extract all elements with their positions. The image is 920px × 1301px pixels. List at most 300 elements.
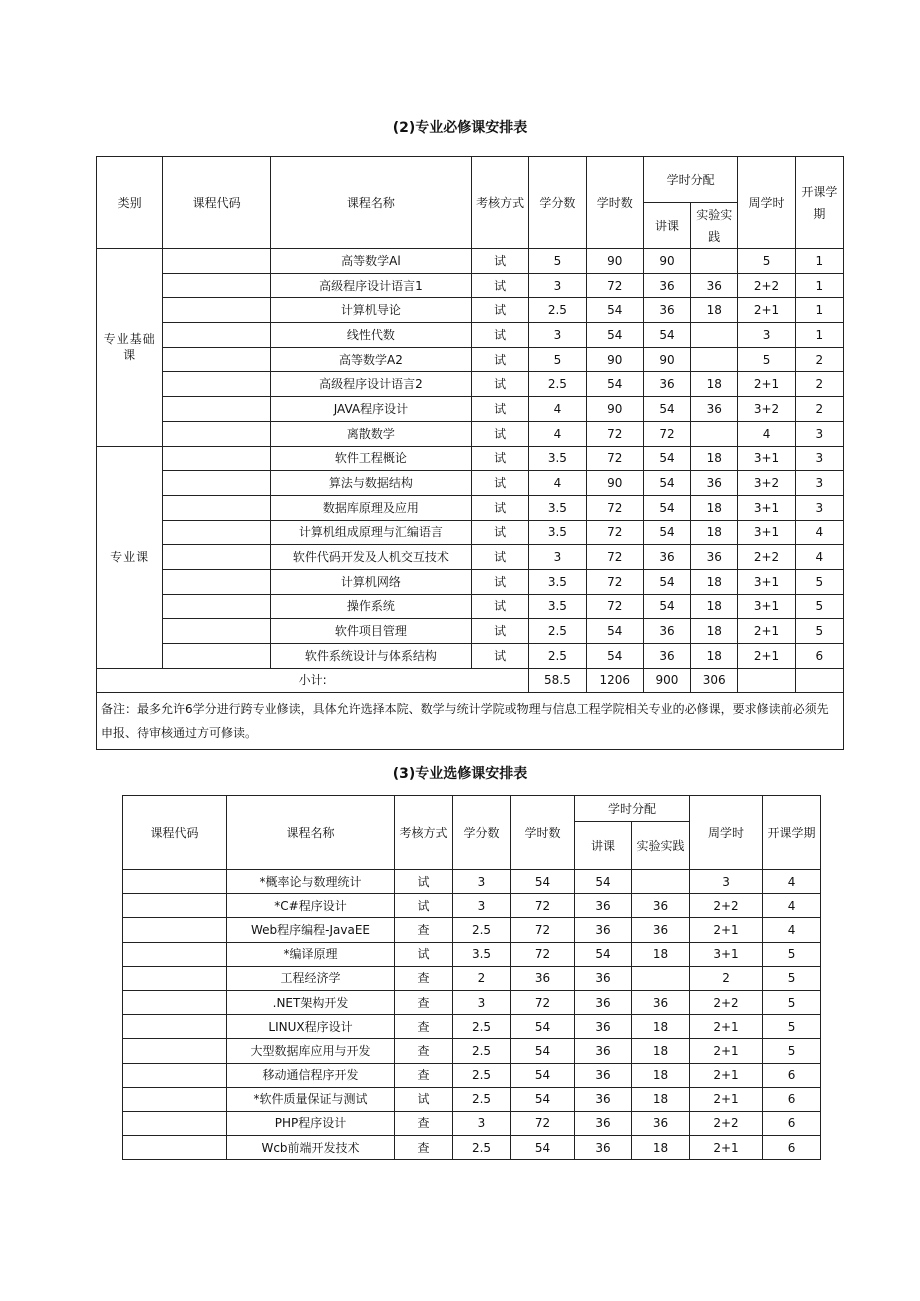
cell-lecture: 36 [575,894,632,918]
cell-weekly: 5 [738,347,795,372]
cell-practice: 18 [632,1087,690,1111]
cell-exam: 试 [471,545,528,570]
cell-name: Wcb前端开发技术 [227,1136,395,1160]
cell-practice: 18 [691,372,738,397]
cell-hours: 72 [586,594,643,619]
cell-name: *概率论与数理统计 [227,870,395,894]
cell-semester: 5 [795,619,843,644]
cell-code [163,495,271,520]
cell-credits: 2 [453,966,511,990]
cell-exam: 试 [471,644,528,669]
cell-name: 离散数学 [270,421,471,446]
cell-lecture: 36 [643,619,690,644]
cell-credits: 2.5 [453,1136,511,1160]
table-row [97,323,844,348]
cell-semester: 4 [795,520,843,545]
cell-exam: 试 [471,372,528,397]
header-practice: 实验实践 [691,203,738,249]
cell-name: Web程序编程-JavaEE [227,918,395,942]
cell-name: 操作系统 [270,594,471,619]
cell-hours: 54 [511,1063,575,1087]
table-row [123,990,821,1014]
cell-exam: 试 [471,323,528,348]
table-row [97,644,844,669]
cell-lecture: 54 [643,569,690,594]
table-row [97,372,844,397]
cell-exam: 查 [395,1063,453,1087]
cell-weekly: 2+1 [690,918,763,942]
cell-exam: 查 [395,1039,453,1063]
cell-hours: 72 [511,990,575,1014]
cell-hours: 54 [586,619,643,644]
subtotal-row [97,668,844,692]
cell-lecture: 36 [643,644,690,669]
cell-name: 大型数据库应用与开发 [227,1039,395,1063]
cell-practice [691,323,738,348]
cell-practice: 18 [691,569,738,594]
cell-hours: 54 [586,323,643,348]
table-row [123,1039,821,1063]
cell-name: 高级程序设计语言2 [270,372,471,397]
cell-hours: 72 [511,1111,575,1135]
cell-weekly: 3 [690,870,763,894]
cell-hours: 54 [511,1087,575,1111]
cell-credits: 3 [453,870,511,894]
cell-lecture: 36 [575,1015,632,1039]
subtotal-label: 小计: [97,668,529,692]
cell-practice: 18 [691,298,738,323]
cell-weekly: 2+1 [690,1087,763,1111]
cell-practice: 18 [691,644,738,669]
table-row [123,918,821,942]
cell-name: *软件质量保证与测试 [227,1087,395,1111]
cell-weekly: 2+2 [738,273,795,298]
subtotal-semester [795,668,843,692]
cell-code [123,1015,227,1039]
cell-semester: 1 [795,323,843,348]
header-lecture: 讲课 [643,203,690,249]
cell-exam: 试 [395,894,453,918]
subtotal-hours: 1206 [586,668,643,692]
cell-semester: 5 [763,1015,821,1039]
cell-exam: 试 [471,520,528,545]
cell-hours: 36 [511,966,575,990]
cell-lecture: 54 [643,520,690,545]
header-credits: 学分数 [529,157,586,249]
cell-semester: 3 [795,495,843,520]
cell-exam: 查 [395,918,453,942]
remark-note: 备注：最多允许6学分进行跨专业修读，具体允许选择本院、数学与统计学院或物理与信息工程学院相关专业的必修课，要求修读前必须先申报、待审核通过方可修读。 [97,692,844,749]
cell-semester: 2 [795,372,843,397]
cell-code [123,942,227,966]
cell-semester: 6 [763,1087,821,1111]
cell-credits: 2.5 [453,1039,511,1063]
cell-practice: 18 [691,594,738,619]
cell-credits: 4 [529,397,586,422]
cell-weekly: 2+1 [738,619,795,644]
cell-credits: 2.5 [453,1063,511,1087]
cell-lecture: 36 [643,545,690,570]
cell-credits: 5 [529,347,586,372]
cell-name: 计算机导论 [270,298,471,323]
cell-credits: 3.5 [529,594,586,619]
header-category: 类别 [97,157,163,249]
cell-hours: 90 [586,397,643,422]
cell-name: 软件代码开发及人机交互技术 [270,545,471,570]
cell-practice: 18 [691,619,738,644]
cell-name: .NET架构开发 [227,990,395,1014]
cell-practice: 18 [632,1063,690,1087]
cell-weekly: 2+1 [738,372,795,397]
cell-exam: 查 [395,1111,453,1135]
cell-weekly: 3+2 [738,397,795,422]
cell-code [163,619,271,644]
cell-practice: 36 [691,471,738,496]
category-cell: 专业基础课 [97,249,163,447]
cell-credits: 4 [529,421,586,446]
cell-credits: 3.5 [529,495,586,520]
cell-practice: 18 [632,942,690,966]
table-row [97,273,844,298]
cell-semester: 4 [763,918,821,942]
header-exam: 考核方式 [471,157,528,249]
cell-hours: 54 [586,644,643,669]
cell-practice: 36 [691,397,738,422]
table-row [123,1136,821,1160]
table-row [97,249,844,274]
cell-semester: 2 [795,347,843,372]
header-code: 课程代码 [163,157,271,249]
cell-weekly: 2+2 [690,1111,763,1135]
cell-name: 工程经济学 [227,966,395,990]
cell-code [123,966,227,990]
subtotal-practice: 306 [691,668,738,692]
table-row [123,870,821,894]
cell-code [123,1111,227,1135]
cell-exam: 试 [471,619,528,644]
cell-lecture: 36 [575,918,632,942]
cell-exam: 试 [471,446,528,471]
cell-hours: 72 [586,520,643,545]
cell-exam: 试 [395,870,453,894]
cell-practice [632,870,690,894]
cell-hours: 72 [511,918,575,942]
cell-name: 计算机网络 [270,569,471,594]
cell-code [163,569,271,594]
cell-practice: 18 [691,495,738,520]
cell-code [163,545,271,570]
cell-hours: 90 [586,471,643,496]
header-code: 课程代码 [123,796,227,870]
table-row [97,421,844,446]
cell-practice: 36 [632,894,690,918]
cell-practice [691,249,738,274]
cell-code [163,520,271,545]
cell-code [163,298,271,323]
table-row [97,471,844,496]
cell-lecture: 36 [575,1136,632,1160]
cell-semester: 3 [795,446,843,471]
cell-hours: 54 [586,372,643,397]
cell-credits: 3.5 [529,569,586,594]
cell-semester: 5 [763,966,821,990]
table-row [97,594,844,619]
cell-practice: 18 [691,520,738,545]
cell-semester: 5 [795,569,843,594]
table-row [123,942,821,966]
cell-weekly: 3+1 [738,520,795,545]
cell-practice: 36 [632,1111,690,1135]
cell-exam: 试 [471,397,528,422]
cell-hours: 90 [586,347,643,372]
cell-exam: 试 [471,249,528,274]
cell-name: 移动通信程序开发 [227,1063,395,1087]
header-exam: 考核方式 [395,796,453,870]
cell-practice: 36 [691,545,738,570]
cell-credits: 3 [453,990,511,1014]
table-row [97,298,844,323]
header-lecture: 讲课 [575,822,632,870]
header-hours-split: 学时分配 [575,796,690,822]
header-hours: 学时数 [511,796,575,870]
cell-name: 高级程序设计语言1 [270,273,471,298]
cell-name: 高等数学A2 [270,347,471,372]
cell-exam: 试 [471,569,528,594]
cell-code [123,1136,227,1160]
cell-semester: 2 [795,397,843,422]
cell-exam: 查 [395,1136,453,1160]
cell-lecture: 54 [575,942,632,966]
cell-semester: 4 [763,870,821,894]
cell-weekly: 2+1 [690,1015,763,1039]
cell-lecture: 54 [643,397,690,422]
cell-practice: 36 [691,273,738,298]
cell-weekly: 3+1 [738,569,795,594]
cell-name: 算法与数据结构 [270,471,471,496]
header-weekly: 周学时 [690,796,763,870]
cell-semester: 1 [795,249,843,274]
category-cell: 专业课 [97,446,163,668]
cell-code [163,644,271,669]
cell-exam: 查 [395,990,453,1014]
cell-hours: 72 [511,942,575,966]
note-row [97,692,844,749]
table-row [123,1111,821,1135]
cell-credits: 2.5 [529,644,586,669]
cell-semester: 4 [795,545,843,570]
table-row [97,545,844,570]
table-row [123,1063,821,1087]
header-name: 课程名称 [270,157,471,249]
cell-practice: 36 [632,918,690,942]
cell-hours: 72 [586,545,643,570]
cell-hours: 72 [586,495,643,520]
cell-hours: 54 [511,1015,575,1039]
cell-semester: 6 [795,644,843,669]
header-credits: 学分数 [453,796,511,870]
cell-practice [691,347,738,372]
cell-semester: 6 [763,1136,821,1160]
cell-name: *编译原理 [227,942,395,966]
cell-lecture: 36 [575,990,632,1014]
cell-name: 高等数学Al [270,249,471,274]
cell-code [163,372,271,397]
cell-credits: 2.5 [529,619,586,644]
cell-lecture: 54 [643,594,690,619]
cell-hours: 72 [586,273,643,298]
cell-credits: 3 [453,1111,511,1135]
cell-code [163,594,271,619]
cell-credits: 4 [529,471,586,496]
elective-courses-table [122,795,821,1160]
cell-lecture: 90 [643,347,690,372]
cell-code [123,1039,227,1063]
cell-credits: 2.5 [453,1087,511,1111]
cell-credits: 3 [529,545,586,570]
cell-hours: 72 [586,421,643,446]
cell-name: 计算机组成原理与汇编语言 [270,520,471,545]
cell-name: 软件系统设计与体系结构 [270,644,471,669]
cell-code [163,397,271,422]
cell-exam: 试 [471,421,528,446]
cell-name: *C#程序设计 [227,894,395,918]
cell-weekly: 2+1 [690,1136,763,1160]
table-row [123,1015,821,1039]
cell-weekly: 3 [738,323,795,348]
cell-weekly: 3+1 [690,942,763,966]
cell-credits: 2.5 [529,298,586,323]
cell-lecture: 36 [575,1087,632,1111]
required-table-title: (2)专业必修课安排表 [392,120,528,136]
cell-hours: 90 [586,249,643,274]
header-semester: 开课学期 [763,796,821,870]
cell-credits: 3 [529,273,586,298]
cell-credits: 2.5 [453,918,511,942]
cell-semester: 6 [763,1111,821,1135]
required-courses-table [96,156,844,750]
cell-lecture: 36 [575,1111,632,1135]
cell-code [163,273,271,298]
cell-semester: 6 [763,1063,821,1087]
table-row [123,966,821,990]
cell-weekly: 3+1 [738,446,795,471]
cell-practice: 18 [632,1136,690,1160]
cell-name: 线性代数 [270,323,471,348]
cell-semester: 3 [795,471,843,496]
cell-weekly: 3+1 [738,495,795,520]
cell-name: PHP程序设计 [227,1111,395,1135]
cell-semester: 5 [763,1039,821,1063]
cell-weekly: 2+1 [690,1063,763,1087]
cell-exam: 试 [471,298,528,323]
cell-weekly: 2 [690,966,763,990]
cell-semester: 5 [763,990,821,1014]
cell-name: JAVA程序设计 [270,397,471,422]
subtotal-weekly [738,668,795,692]
cell-weekly: 3+1 [738,594,795,619]
cell-code [163,421,271,446]
cell-credits: 2.5 [529,372,586,397]
cell-code [123,1063,227,1087]
cell-credits: 3 [529,323,586,348]
cell-lecture: 72 [643,421,690,446]
header-semester: 开课学期 [795,157,843,249]
cell-credits: 3 [453,894,511,918]
cell-lecture: 36 [643,298,690,323]
cell-code [163,446,271,471]
cell-hours: 54 [511,1136,575,1160]
cell-lecture: 36 [575,966,632,990]
cell-exam: 试 [471,347,528,372]
cell-name: 软件工程概论 [270,446,471,471]
table-row [123,894,821,918]
cell-weekly: 4 [738,421,795,446]
cell-hours: 54 [511,870,575,894]
header-hours: 学时数 [586,157,643,249]
table-row [97,495,844,520]
cell-practice: 18 [691,446,738,471]
cell-practice [632,966,690,990]
cell-credits: 3.5 [453,942,511,966]
subtotal-lecture: 900 [643,668,690,692]
cell-practice: 18 [632,1015,690,1039]
cell-weekly: 2+1 [690,1039,763,1063]
cell-credits: 5 [529,249,586,274]
cell-exam: 查 [395,966,453,990]
cell-lecture: 54 [643,495,690,520]
cell-code [123,1087,227,1111]
cell-hours: 72 [586,446,643,471]
cell-name: 数据库原理及应用 [270,495,471,520]
cell-name: LINUX程序设计 [227,1015,395,1039]
cell-hours: 54 [511,1039,575,1063]
cell-lecture: 36 [575,1039,632,1063]
header-weekly: 周学时 [738,157,795,249]
cell-exam: 试 [471,273,528,298]
header-hours-split: 学时分配 [643,157,738,203]
subtotal-credits: 58.5 [529,668,586,692]
cell-practice: 36 [632,990,690,1014]
cell-lecture: 36 [643,273,690,298]
cell-code [123,990,227,1014]
table-row [97,569,844,594]
cell-lecture: 36 [643,372,690,397]
cell-credits: 3.5 [529,446,586,471]
cell-lecture: 54 [643,323,690,348]
table-row [97,397,844,422]
cell-weekly: 2+2 [690,990,763,1014]
cell-credits: 3.5 [529,520,586,545]
cell-code [123,870,227,894]
cell-hours: 54 [586,298,643,323]
cell-practice [691,421,738,446]
cell-code [123,918,227,942]
cell-credits: 2.5 [453,1015,511,1039]
table-row [123,1087,821,1111]
header-practice: 实验实践 [632,822,690,870]
cell-weekly: 3+2 [738,471,795,496]
cell-lecture: 54 [643,471,690,496]
cell-code [163,323,271,348]
cell-weekly: 2+2 [738,545,795,570]
cell-lecture: 36 [575,1063,632,1087]
cell-exam: 查 [395,1015,453,1039]
cell-exam: 试 [395,1087,453,1111]
cell-semester: 4 [763,894,821,918]
cell-semester: 1 [795,273,843,298]
cell-weekly: 5 [738,249,795,274]
cell-semester: 5 [795,594,843,619]
